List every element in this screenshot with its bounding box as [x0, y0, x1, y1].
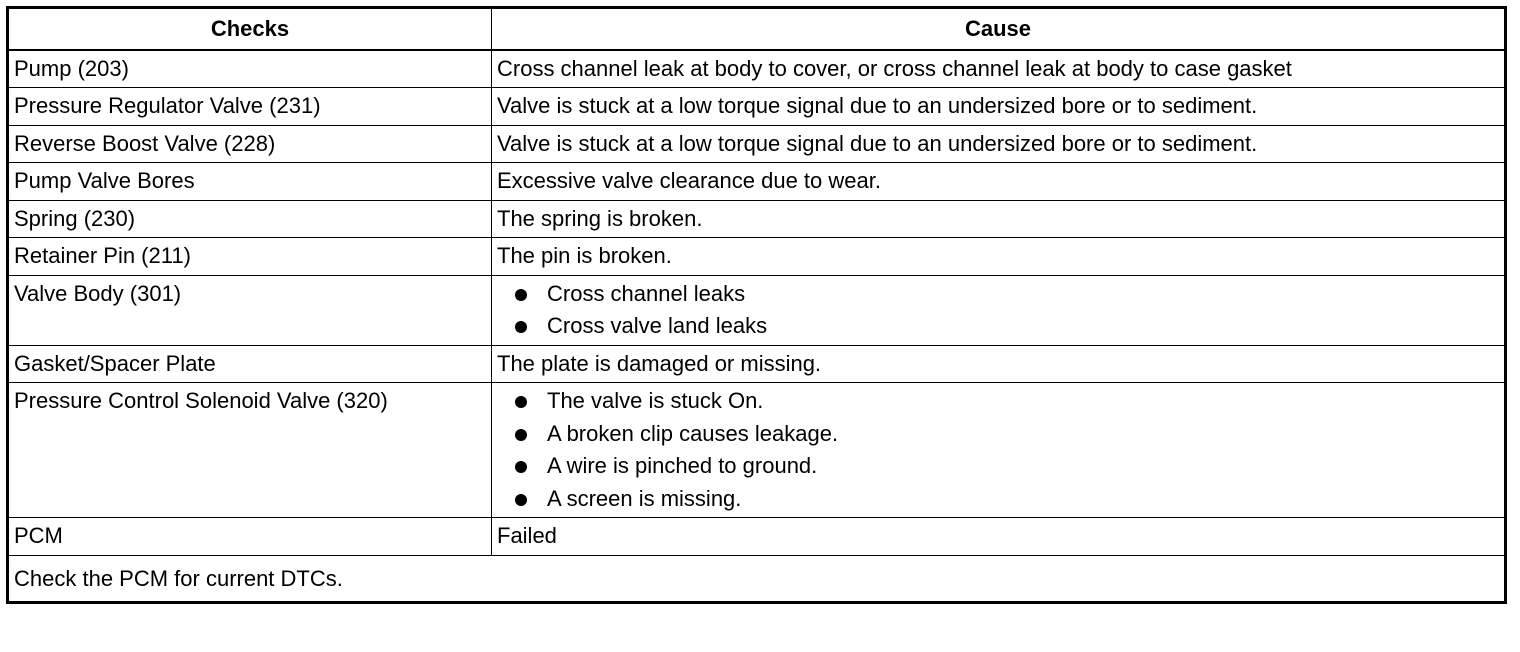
check-cell: Reverse Boost Valve (228) — [8, 125, 492, 163]
note-row — [8, 555, 1506, 603]
cause-bullet-text: Cross channel leaks — [547, 280, 746, 306]
check-cell: Pressure Control Solenoid Valve (320) — [8, 383, 492, 518]
cause-bullet-item — [511, 310, 1499, 343]
cause-bullet-item — [511, 385, 1499, 418]
cause-cell: Cross channel leak at body to cover, or cross channel leak at body to case gasket — [492, 50, 1506, 88]
bullet-dot-icon — [515, 494, 527, 506]
table-row — [8, 238, 1506, 276]
check-cell: Retainer Pin (211) — [8, 238, 492, 276]
check-cell: Gasket/Spacer Plate — [8, 345, 492, 383]
cause-bullet-text: The valve is stuck On. — [547, 388, 764, 413]
check-cell: Pump Valve Bores — [8, 163, 492, 201]
cause-cell: Excessive valve clearance due to wear. — [492, 163, 1506, 201]
cause-cell: The spring is broken. — [492, 200, 1506, 238]
table-row — [8, 518, 1506, 556]
cause-bullet-text: A broken clip causes leakage. — [547, 420, 839, 446]
bullet-dot-icon — [515, 289, 527, 301]
checks-column-header: Checks — [8, 8, 492, 50]
cause-cell: The pin is broken. — [492, 238, 1506, 276]
table-note: Check the PCM for current DTCs. — [8, 555, 1506, 603]
cause-bullet-text: A screen is missing. — [547, 485, 742, 511]
bullet-dot-icon — [515, 429, 527, 441]
cause-cell — [492, 275, 1506, 345]
cause-cell: The plate is damaged or missing. — [492, 345, 1506, 383]
cause-bullet-text: Cross valve land leaks — [547, 313, 768, 338]
check-cell: Valve Body (301) — [8, 275, 492, 345]
table-header-row — [8, 8, 1506, 50]
table-row — [8, 200, 1506, 238]
diagnostic-table — [6, 6, 1507, 604]
check-cell: Spring (230) — [8, 200, 492, 238]
table-row — [8, 345, 1506, 383]
cause-bullet-item — [511, 450, 1499, 483]
check-cell: PCM — [8, 518, 492, 556]
cause-bullet-item — [511, 483, 1499, 516]
bullet-dot-icon — [515, 321, 527, 333]
cause-bullet-item — [511, 418, 1499, 451]
cause-bullet-list — [497, 278, 1499, 343]
table-row — [8, 88, 1506, 126]
table-row — [8, 163, 1506, 201]
bullet-dot-icon — [515, 461, 527, 473]
cause-cell: Valve is stuck at a low torque signal due to an undersized bore or to sediment. — [492, 88, 1506, 126]
cause-bullet-list — [497, 385, 1499, 515]
table-row — [8, 125, 1506, 163]
cause-column-header: Cause — [492, 8, 1506, 50]
table-row — [8, 383, 1506, 518]
cause-cell: Failed — [492, 518, 1506, 556]
cause-bullet-text: A wire is pinched to ground. — [547, 453, 818, 478]
table-row — [8, 275, 1506, 345]
table-row — [8, 50, 1506, 88]
cause-bullet-item — [511, 278, 1499, 311]
check-cell: Pressure Regulator Valve (231) — [8, 88, 492, 126]
cause-cell: Valve is stuck at a low torque signal due to an undersized bore or to sediment. — [492, 125, 1506, 163]
bullet-dot-icon — [515, 396, 527, 408]
cause-cell — [492, 383, 1506, 518]
check-cell: Pump (203) — [8, 50, 492, 88]
